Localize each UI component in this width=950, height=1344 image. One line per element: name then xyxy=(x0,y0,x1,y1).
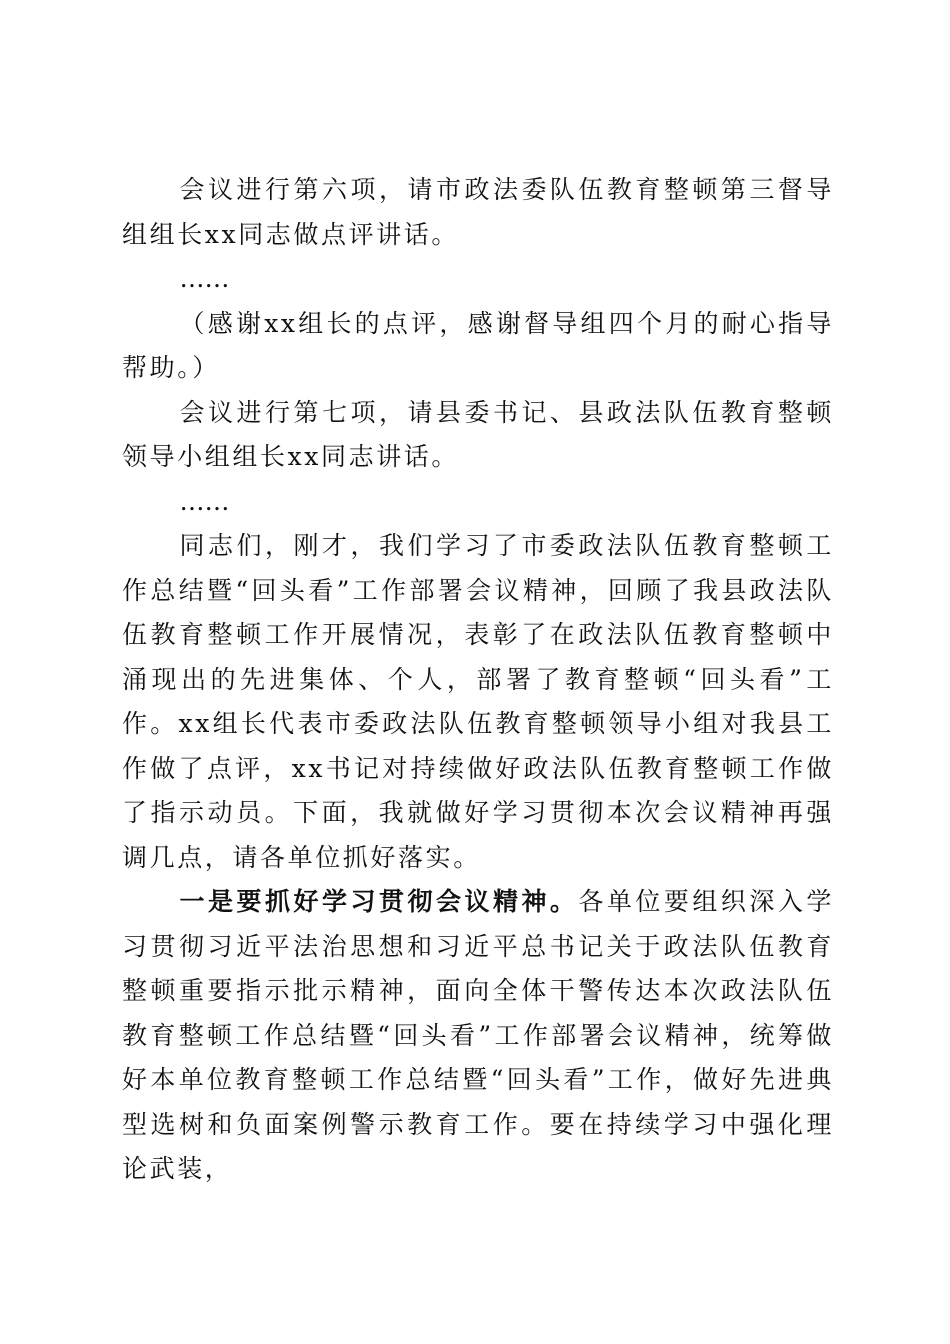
paragraph-item-6-intro: 会议进行第六项，请市政法委队伍教育整顿第三督导组组长xx同志做点评讲话。 xyxy=(122,175,834,249)
ellipsis-paragraph: …… xyxy=(179,264,230,293)
paragraph-item-7-intro: 会议进行第七项，请县委书记、县政法队伍教育整顿领导小组组长xx同志讲话。 xyxy=(122,397,834,471)
point-one-paragraph xyxy=(122,880,834,1192)
document-page xyxy=(122,168,834,1192)
speech-summary-paragraph: 同志们，刚才，我们学习了市委政法队伍教育整顿工作总结暨“回头看”工作部署会议精神，回顾了我县政法队伍教育整顿工作开展情况，表彰了在政法队伍教育整顿中涌现出的先进集体、个人，部署了教育整顿“回头看”工作。xx组长代表市委政法队伍教育整顿领导小组对我县工作做了点评，xx书记对持续做好政法队伍教育整顿工作做了指示动员。下面，我就做好学习贯彻本次会议精神再强调几点，请各单位抓好落实。 xyxy=(122,531,834,872)
ellipsis-paragraph: …… xyxy=(179,486,230,516)
point-one-heading: 一是要抓好学习贯彻会议精神。 xyxy=(179,887,579,916)
thanks-paragraph: （感谢xx组长的点评，感谢督导组四个月的耐心指导帮助。） xyxy=(122,308,834,382)
point-one-body: 各单位要组织深入学习贯彻习近平法治思想和习近平总书记关于政法队伍教育整顿重要指示批示精神，面向全体干警传达本次政法队伍教育整顿工作总结暨“回头看”工作部署会议精神，统筹做好本单位教育整顿工作总结暨“回头看”工作，做好先进典型选树和负面案例警示教育工作。要在持续学习中强化理论武装， xyxy=(122,887,834,1183)
